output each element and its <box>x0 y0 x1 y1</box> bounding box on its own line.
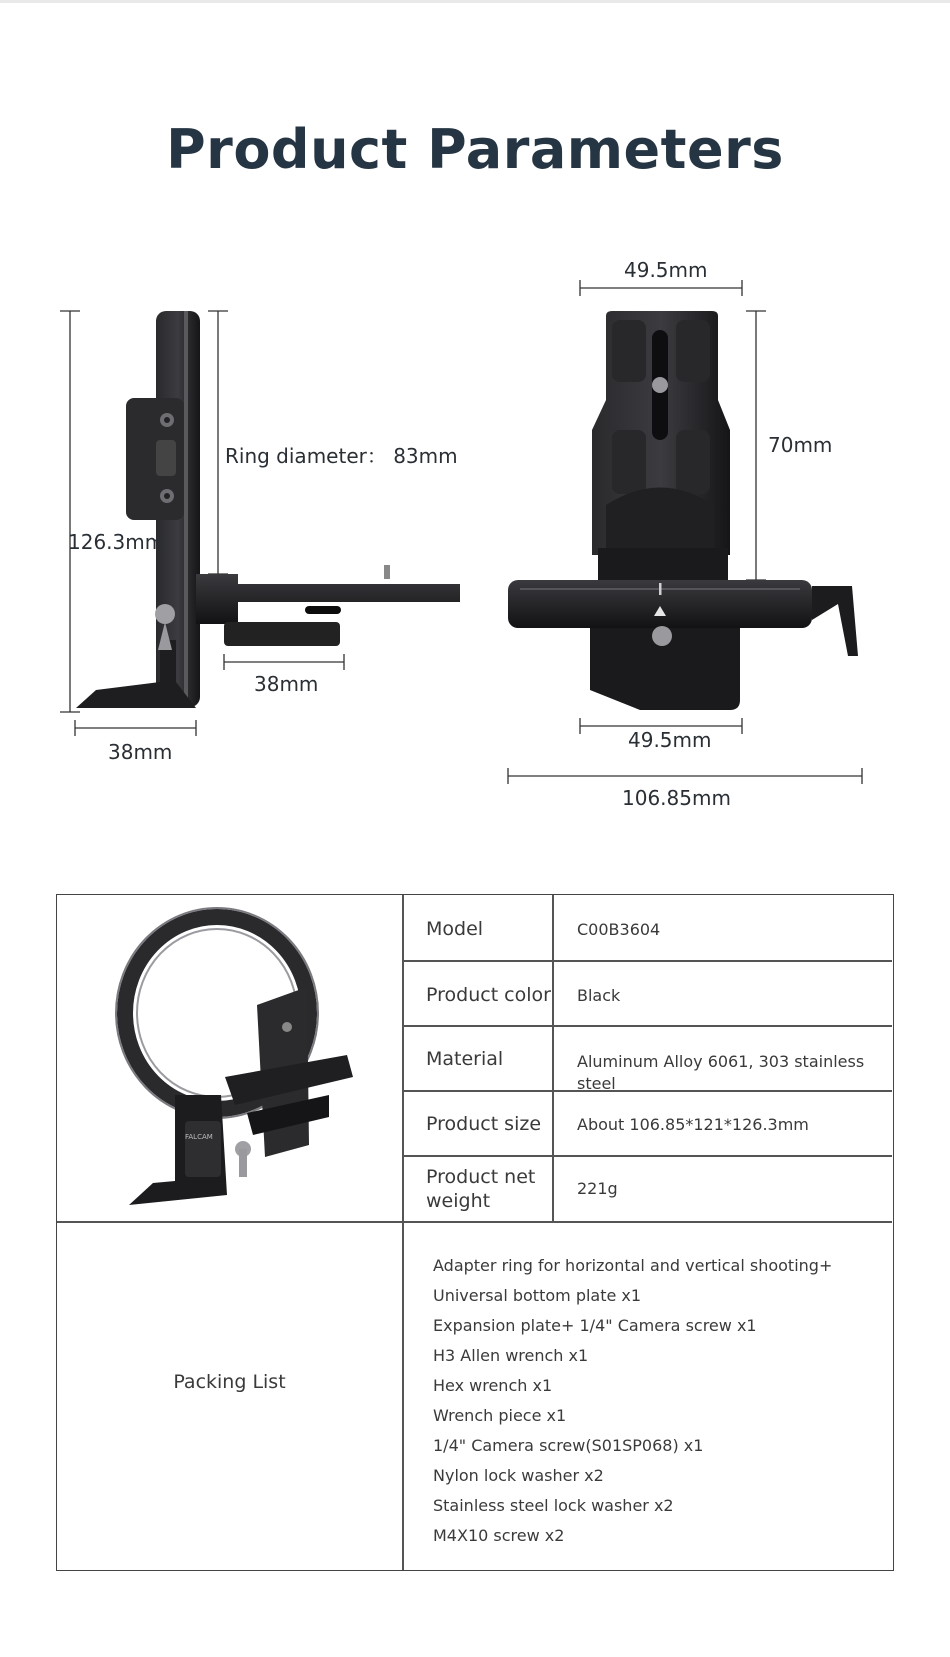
spec-value-size: About 106.85*121*126.3mm <box>577 1115 809 1134</box>
side-plate-width-label: 38mm <box>254 672 319 696</box>
list-item: Stainless steel lock washer x2 <box>433 1496 674 1515</box>
front-top-width-label: 49.5mm <box>624 258 708 282</box>
ring-diameter-label: Ring diameter： 83mm <box>225 444 458 468</box>
list-item: Expansion plate+ 1/4" Camera screw x1 <box>433 1316 757 1335</box>
packing-list <box>433 1251 832 1551</box>
side-height-label: 126.3mm <box>68 530 165 554</box>
list-item: Wrench piece x1 <box>433 1406 567 1425</box>
spec-label-weight: Product net weight <box>426 1166 536 1212</box>
list-item: Hex wrench x1 <box>433 1376 553 1395</box>
side-view-device <box>76 311 460 708</box>
packing-list-label: Packing List <box>173 1371 286 1393</box>
product-photo <box>57 895 402 1221</box>
list-item: 1/4" Camera screw(S01SP068) x1 <box>433 1436 704 1455</box>
spec-value-model: C00B3604 <box>577 920 661 939</box>
spec-value-weight: 221g <box>577 1179 618 1198</box>
spec-table <box>56 894 894 1571</box>
list-item: Universal bottom plate x1 <box>433 1286 642 1305</box>
spec-label-color: Product color <box>426 984 551 1006</box>
product-image-cell <box>57 895 402 1221</box>
brand-logo: FALCAM <box>185 1133 213 1141</box>
front-total-width-label: 106.85mm <box>622 786 731 810</box>
list-item: Adapter ring for horizontal and vertical shooting+ <box>433 1256 833 1275</box>
spec-value-material: Aluminum Alloy 6061, 303 stainless steel <box>577 1052 865 1093</box>
spec-label-size: Product size <box>426 1113 542 1135</box>
front-height-label: 70mm <box>768 433 833 457</box>
list-item: M4X10 screw x2 <box>433 1526 565 1545</box>
page-title: Product Parameters <box>166 118 784 181</box>
list-item: H3 Allen wrench x1 <box>433 1346 589 1365</box>
front-view-device <box>508 311 858 710</box>
spec-label-model: Model <box>426 918 484 940</box>
spec-value-color: Black <box>577 986 621 1005</box>
front-bottom-width-label: 49.5mm <box>628 728 712 752</box>
side-base-width-label: 38mm <box>108 740 173 764</box>
spec-label-material: Material <box>426 1048 504 1070</box>
list-item: Nylon lock washer x2 <box>433 1466 604 1485</box>
